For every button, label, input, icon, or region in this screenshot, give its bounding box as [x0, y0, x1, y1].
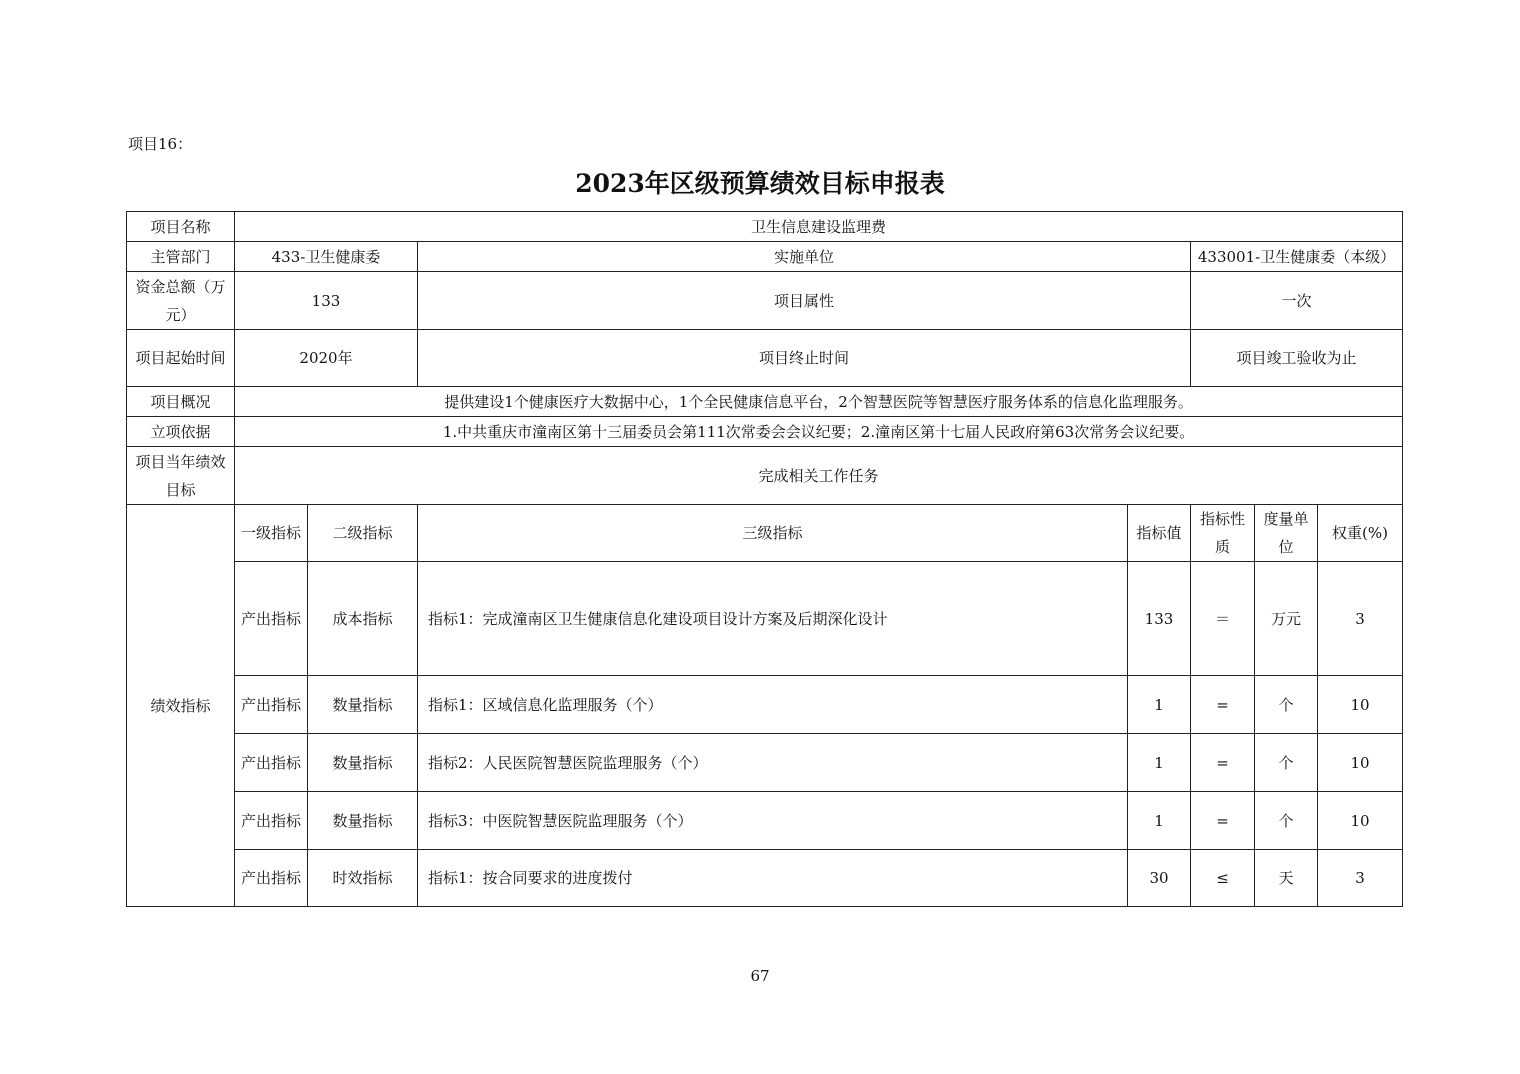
- row-unit: 个: [1255, 676, 1318, 734]
- row-value: 1: [1128, 792, 1191, 850]
- project-name-label: 项目名称: [127, 212, 235, 242]
- table-row: [127, 850, 1403, 907]
- row-level3: 指标2：人民医院智慧医院监理服务（个）: [418, 734, 1128, 792]
- row-unit: 天: [1255, 850, 1318, 907]
- attr-label: 项目属性: [418, 272, 1191, 330]
- row-unit: 个: [1255, 734, 1318, 792]
- row-nature: =: [1191, 734, 1255, 792]
- page-number: 67: [750, 967, 770, 985]
- funds-label: 资金总额（万元）: [127, 272, 235, 330]
- dept-value: 433-卫生健康委: [235, 242, 418, 272]
- row-weight: 3: [1318, 562, 1403, 676]
- table-row: [127, 792, 1403, 850]
- row-weight: 10: [1318, 734, 1403, 792]
- funds-value: 133: [235, 272, 418, 330]
- header-level3: 三级指标: [418, 505, 1128, 562]
- row-level2: 时效指标: [308, 850, 418, 907]
- row-unit: 万元: [1255, 562, 1318, 676]
- project-name-value: 卫生信息建设监理费: [235, 212, 1403, 242]
- indicators-section-label: 绩效指标: [127, 505, 235, 907]
- row-unit: 个: [1255, 792, 1318, 850]
- row-value: 1: [1128, 734, 1191, 792]
- goal-label: 项目当年绩效目标: [127, 447, 235, 505]
- basis-label: 立项依据: [127, 417, 235, 447]
- basis-value: 1.中共重庆市潼南区第十三届委员会第111次常委会会议纪要；2.潼南区第十七届人民政府第63次常务会议纪要。: [235, 417, 1403, 447]
- header-nature: 指标性质: [1191, 505, 1255, 562]
- row-level2: 数量指标: [308, 676, 418, 734]
- dept-label: 主管部门: [127, 242, 235, 272]
- row-level1: 产出指标: [235, 676, 308, 734]
- row-nature: =: [1191, 676, 1255, 734]
- start-time-value: 2020年: [235, 330, 418, 387]
- impl-unit-value: 433001-卫生健康委（本级）: [1191, 242, 1403, 272]
- row-value: 30: [1128, 850, 1191, 907]
- row-level3: 指标1：按合同要求的进度拨付: [418, 850, 1128, 907]
- header-value: 指标值: [1128, 505, 1191, 562]
- row-weight: 10: [1318, 792, 1403, 850]
- header-unit: 度量单位: [1255, 505, 1318, 562]
- overview-value: 提供建设1个健康医疗大数据中心，1个全民健康信息平台，2个智慧医院等智慧医疗服务体系的信息化监理服务。: [235, 387, 1403, 417]
- header-level1: 一级指标: [235, 505, 308, 562]
- document-title: 2023年区级预算绩效目标申报表: [575, 169, 945, 198]
- row-level2: 成本指标: [308, 562, 418, 676]
- row-level2: 数量指标: [308, 792, 418, 850]
- start-time-label: 项目起始时间: [127, 330, 235, 387]
- end-time-label: 项目终止时间: [418, 330, 1191, 387]
- table-row: [127, 676, 1403, 734]
- row-nature: ＝: [1191, 562, 1255, 676]
- row-nature: ≤: [1191, 850, 1255, 907]
- row-weight: 3: [1318, 850, 1403, 907]
- table-row: [127, 734, 1403, 792]
- overview-label: 项目概况: [127, 387, 235, 417]
- row-level1: 产出指标: [235, 734, 308, 792]
- row-value: 1: [1128, 676, 1191, 734]
- row-value: 133: [1128, 562, 1191, 676]
- project-number: 项目16：: [128, 135, 193, 153]
- row-level3: 指标1：区域信息化监理服务（个）: [418, 676, 1128, 734]
- row-nature: =: [1191, 792, 1255, 850]
- header-weight: 权重(%): [1318, 505, 1403, 562]
- end-time-value: 项目竣工验收为止: [1191, 330, 1403, 387]
- row-level1: 产出指标: [235, 562, 308, 676]
- attr-value: 一次: [1191, 272, 1403, 330]
- budget-performance-form: [126, 211, 1403, 907]
- row-level2: 数量指标: [308, 734, 418, 792]
- impl-unit-label: 实施单位: [418, 242, 1191, 272]
- header-level2: 二级指标: [308, 505, 418, 562]
- row-level1: 产出指标: [235, 792, 308, 850]
- row-level3: 指标1：完成潼南区卫生健康信息化建设项目设计方案及后期深化设计: [418, 562, 1128, 676]
- row-level1: 产出指标: [235, 850, 308, 907]
- goal-value: 完成相关工作任务: [235, 447, 1403, 505]
- table-row: [127, 562, 1403, 676]
- row-weight: 10: [1318, 676, 1403, 734]
- row-level3: 指标3：中医院智慧医院监理服务（个）: [418, 792, 1128, 850]
